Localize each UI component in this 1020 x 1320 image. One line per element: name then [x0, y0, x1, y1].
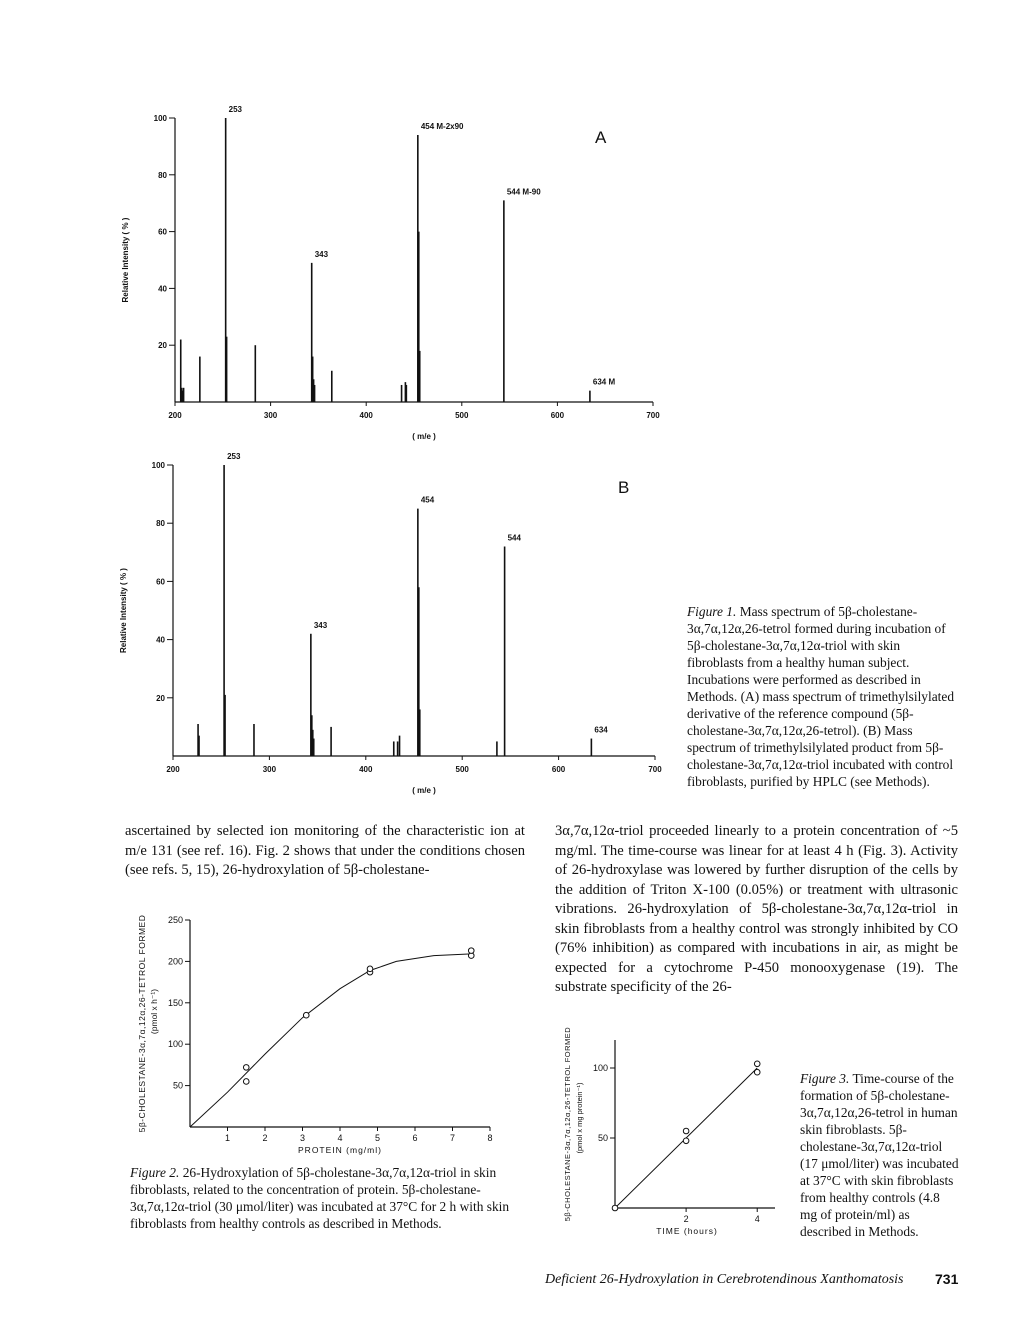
peak-label: 343 [313, 620, 328, 630]
x-tick-label: 5 [374, 1133, 381, 1143]
peak-label: 253 [227, 452, 241, 461]
right-column-paragraph: 3α,7α,12α-triol proceeded linearly to a protein concentration of ~5 mg/ml. The time-course was linear for at least 4 h (Fig. 3). Activity of 26-hydroxylase was lowered by further disruption of the cells by the addition of Triton X-100 (0.05%) or treatment with ultrasonic vibrations. 26-hydroxylation of 5β-cholestane-3α,7α,12α-triol in skin fibroblasts from a healthy control was strongly inhibited by CO (76% inhibition) as compared with incubations in air, as might be expected for a cytochrome P-450 monooxygenase (19). The substrate specificity of the 26- [555, 823, 958, 995]
x-axis-label: PROTEIN (mg/ml) [298, 1145, 382, 1155]
y-axis-unit-label: (pmol x h⁻¹) [149, 988, 159, 1035]
x-tick-label: 400 [359, 411, 373, 420]
y-tick-label: 100 [167, 1039, 183, 1050]
x-tick-label: 200 [166, 765, 180, 774]
y-tick-label: 150 [167, 997, 183, 1008]
data-point [367, 966, 373, 972]
y-tick-label: 50 [172, 1080, 183, 1091]
x-tick-label: 700 [646, 411, 660, 420]
data-point [754, 1061, 760, 1067]
y-tick-label: 100 [153, 114, 167, 123]
fig3-caption-label: Figure 3. [800, 1071, 850, 1086]
y-tick-label: 100 [592, 1063, 608, 1073]
y-tick-label: 100 [151, 461, 165, 470]
y-axis-label: 5β-CHOLESTANE-3α,7α,12α,26-TETROL FORMED [137, 914, 147, 1133]
data-point [754, 1069, 760, 1075]
x-tick-label: 8 [487, 1133, 493, 1143]
data-point [243, 1065, 249, 1071]
y-tick-label: 50 [597, 1133, 608, 1143]
x-axis-label: TIME (hours) [656, 1226, 718, 1236]
y-axis-label: Relative Intensity ( % ) [119, 568, 128, 653]
data-point [683, 1138, 689, 1144]
y-tick-label: 200 [167, 956, 183, 967]
data-point [303, 1012, 309, 1018]
x-tick-label: 300 [262, 765, 277, 774]
data-point [243, 1079, 249, 1085]
y-axis-label: Relative Intensity ( % ) [121, 217, 130, 303]
left-column-paragraph: ascertained by selected ion monitoring of the characteristic ion at m/e 131 (see ref. 16). Fig. 2 shows that under the conditions chosen (see refs. 5, 15), 26-hydroxylation of 5β-cholestane- [125, 823, 525, 878]
data-point [683, 1128, 689, 1134]
x-axis-label: ( m/e ) [412, 786, 436, 795]
x-tick-label: 6 [412, 1133, 418, 1143]
y-tick-label: 40 [156, 635, 165, 645]
y-tick-label: 250 [167, 915, 183, 925]
y-tick-label: 20 [158, 341, 167, 351]
x-tick-label: 400 [359, 765, 373, 774]
x-tick-label: 600 [550, 411, 565, 420]
running-title: Deficient 26-Hydroxylation in Cerebrotendinous Xanthomatosis [545, 1272, 904, 1287]
x-tick-label: 300 [263, 411, 278, 420]
y-tick-label: 80 [158, 170, 167, 180]
fitted-curve [615, 1068, 757, 1208]
x-tick-label: 7 [449, 1133, 456, 1143]
data-point [612, 1205, 618, 1211]
peak-label: 454 [420, 495, 435, 505]
x-tick-label: 4 [337, 1133, 343, 1143]
fig2-caption-text: 26-Hydroxylation of 5β-cholestane-3α,7α,12α-triol in skin fibroblasts, related to the concentration of protein. 5β-cholestane-3α,7α,12α-triol (30 μmol/liter) was incubated at 37°C for 2 h with skin fibroblasts from healthy controls as described in Methods. [130, 1165, 510, 1231]
peak-label: 253 [228, 105, 243, 114]
x-tick-label: 500 [455, 411, 469, 420]
fig1-caption-text: Mass spectrum of 5β-cholestane-3α,7α,12α,26-tetrol formed during incubation of 5β-cholestane-3α,7α,12α-triol with skin fibroblasts from a healthy human subject. Incubations were performed as described in Methods. (A) mass spectrum of trimethylsilylated derivative of the reference compound (5β-cholestane-3α,7α,12α,26-tetrol). (B) Mass spectrum of trimethylsilylated product from 5β-cholestane-3α,7α,12α-triol incubated with control fibroblasts, purified by HPLC (see Methods). [687, 604, 955, 789]
y-tick-label: 60 [156, 577, 165, 587]
y-tick-label: 80 [156, 519, 165, 529]
fig1-caption [687, 603, 959, 790]
fig1a-panel-label: A [595, 128, 607, 147]
x-tick-label: 500 [455, 765, 469, 774]
x-tick-label: 700 [648, 765, 662, 774]
peak-label: 454 M-2x90 [420, 122, 464, 132]
x-tick-label: 4 [754, 1214, 760, 1224]
fitted-curve [190, 954, 471, 1127]
fig2-caption-label: Figure 2. [130, 1165, 180, 1180]
peak-label: 544 [507, 533, 521, 543]
x-tick-label: 2 [683, 1214, 689, 1224]
y-tick-label: 20 [156, 693, 165, 703]
x-axis-label: ( m/e ) [412, 432, 436, 441]
x-tick-label: 3 [299, 1133, 306, 1143]
y-axis-label: 5β-CHOLESTANE-3α,7α,12α,26-TETROL FORMED [563, 1026, 572, 1222]
fig1b-panel-label: B [618, 478, 630, 497]
x-tick-label: 600 [551, 765, 566, 774]
y-tick-label: 40 [158, 284, 167, 294]
peak-label: 634 [594, 725, 608, 735]
data-point [468, 948, 474, 954]
peak-label: 544 M-90 [506, 187, 541, 197]
data-point [468, 953, 474, 959]
page-number: 731 [935, 1271, 959, 1287]
x-tick-label: 2 [262, 1133, 268, 1143]
fig2-caption [130, 1164, 520, 1232]
y-tick-label: 60 [158, 227, 167, 237]
peak-label: 343 [314, 249, 329, 259]
fig3-caption [800, 1070, 960, 1240]
peak-label: 634 M [592, 377, 616, 387]
y-axis-unit-label: (pmol x mg protein⁻¹) [575, 1082, 584, 1154]
fig3-caption-text: Time-course of the formation of 5β-cholestane-3α,7α,12α,26-tetrol in human skin fibroblasts. 5β-cholestane-3α,7α,12α-triol (17 μmol/liter) was incubated at 37°C with skin fibroblasts from healthy controls (4.8 mg of protein/ml) as described in Methods. [800, 1071, 959, 1239]
data-point [367, 969, 373, 975]
x-tick-label: 1 [224, 1133, 231, 1143]
fig1-caption-label: Figure 1. [687, 604, 737, 619]
x-tick-label: 200 [168, 411, 182, 420]
